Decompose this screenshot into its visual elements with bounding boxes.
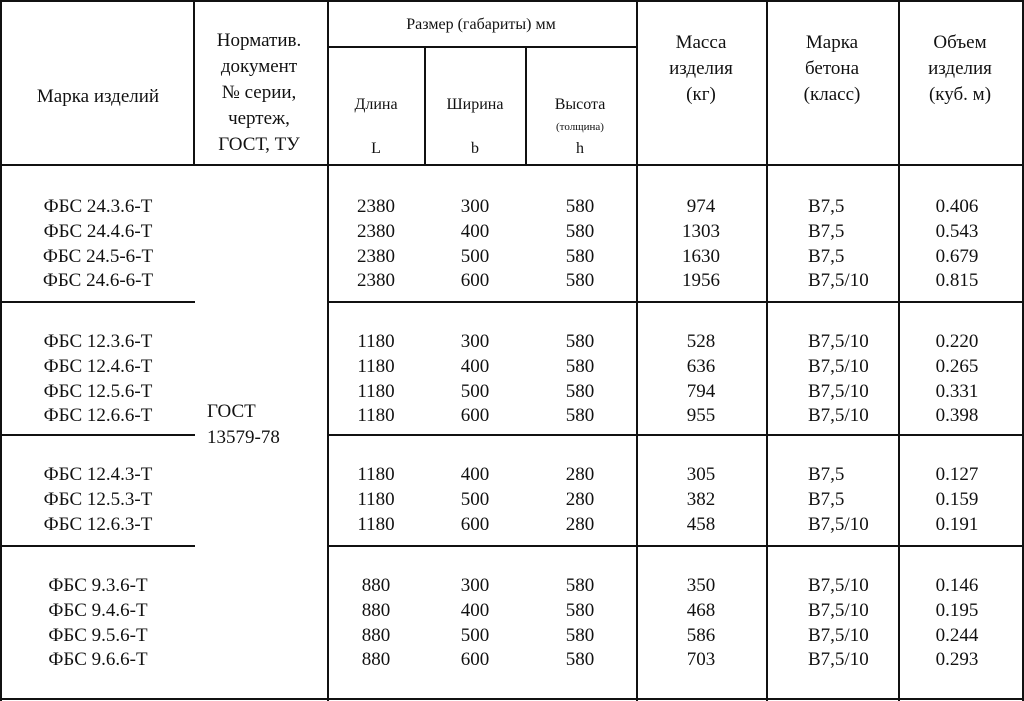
grid-line — [193, 0, 195, 165]
cell-mass: 350 — [686, 575, 716, 596]
cell-height: 580 — [565, 405, 595, 427]
cell-length: 1180 — [357, 513, 395, 535]
grid-line — [636, 0, 638, 701]
cell-height: 580 — [565, 355, 595, 377]
header-volume-1: Объем — [933, 32, 987, 53]
cell-concrete-grade: В7,5/10 — [808, 380, 869, 402]
standard-gost-2: 13579-78 — [207, 427, 280, 448]
cell-volume: 0.815 — [935, 270, 979, 292]
cell-width: 500 — [460, 380, 490, 402]
header-height-symbol: h — [576, 140, 584, 157]
cell-product-name: ФБС 12.6.6-Т — [43, 405, 153, 427]
cell-length: 1180 — [357, 355, 395, 377]
cell-mass: 1303 — [682, 220, 720, 242]
cell-width: 600 — [460, 405, 490, 427]
cell-concrete-grade: В7,5/10 — [808, 649, 869, 671]
header-width-symbol: b — [471, 140, 479, 157]
cell-length: 1180 — [357, 488, 395, 510]
cell-width: 300 — [460, 196, 490, 217]
header-width: Ширина — [446, 96, 504, 113]
cell-concrete-grade: В7,5 — [808, 245, 845, 267]
grid-line — [766, 0, 768, 701]
cell-volume: 0.220 — [935, 331, 979, 352]
cell-width: 500 — [460, 488, 490, 510]
cell-volume: 0.146 — [935, 575, 979, 596]
cell-concrete-grade: В7,5/10 — [808, 575, 869, 596]
header-length: Длина — [354, 96, 398, 113]
header-normativ-5: ГОСТ, ТУ — [218, 134, 300, 155]
cell-height: 580 — [565, 196, 595, 217]
cell-height: 580 — [565, 380, 595, 402]
cell-volume: 0.265 — [935, 355, 979, 377]
cell-height: 580 — [565, 575, 595, 596]
cell-length: 880 — [361, 649, 391, 671]
cell-length: 1180 — [357, 331, 395, 352]
cell-volume: 0.244 — [935, 624, 979, 646]
cell-height: 580 — [565, 649, 595, 671]
cell-length: 880 — [361, 624, 391, 646]
cell-length: 1180 — [357, 380, 395, 402]
cell-mass: 974 — [686, 196, 716, 217]
cell-length: 2380 — [357, 196, 395, 217]
header-length-symbol: L — [371, 140, 381, 157]
grid-line — [525, 47, 527, 165]
grid-line — [327, 434, 1024, 436]
cell-mass: 1956 — [682, 270, 720, 292]
header-height-note: (толщина) — [556, 121, 604, 133]
header-normativ-1: Норматив. — [216, 30, 302, 51]
grid-line — [327, 545, 1024, 547]
cell-width: 500 — [460, 245, 490, 267]
cell-product-name: ФБС 24.5-6-Т — [42, 245, 154, 267]
header-concrete-3: (класс) — [803, 84, 861, 105]
cell-width: 400 — [460, 599, 490, 621]
cell-product-name: ФБС 9.6.6-Т — [48, 649, 148, 671]
grid-line — [0, 434, 195, 436]
cell-concrete-grade: В7,5 — [808, 488, 845, 510]
cell-height: 280 — [565, 513, 595, 535]
cell-mass: 1630 — [682, 245, 720, 267]
grid-line — [424, 47, 426, 165]
header-mass-2: изделия — [669, 58, 733, 79]
cell-mass: 955 — [686, 405, 716, 427]
cell-width: 400 — [460, 355, 490, 377]
cell-mass: 794 — [686, 380, 716, 402]
cell-concrete-grade: В7,5/10 — [808, 599, 869, 621]
grid-line — [0, 698, 1024, 700]
cell-mass: 528 — [686, 331, 716, 352]
header-size-group: Размер (габариты) мм — [406, 16, 556, 33]
grid-line — [0, 164, 1024, 166]
header-mass-1: Масса — [675, 32, 727, 53]
cell-width: 300 — [460, 331, 490, 352]
cell-product-name: ФБС 9.5.6-Т — [48, 624, 148, 646]
cell-concrete-grade: В7,5/10 — [808, 513, 869, 535]
cell-width: 600 — [460, 649, 490, 671]
cell-product-name: ФБС 9.3.6-Т — [48, 575, 148, 596]
cell-concrete-grade: В7,5 — [808, 464, 845, 485]
cell-concrete-grade: В7,5 — [808, 196, 845, 217]
cell-volume: 0.331 — [935, 380, 979, 402]
cell-concrete-grade: В7,5/10 — [808, 270, 869, 292]
header-normativ-3: № серии, — [221, 82, 297, 103]
header-normativ-4: чертеж, — [228, 108, 290, 129]
header-concrete-1: Марка — [805, 32, 859, 53]
grid-line — [0, 301, 195, 303]
cell-height: 580 — [565, 245, 595, 267]
cell-width: 400 — [460, 220, 490, 242]
cell-length: 2380 — [357, 270, 395, 292]
cell-volume: 0.191 — [935, 513, 979, 535]
cell-mass: 586 — [686, 624, 716, 646]
cell-volume: 0.543 — [935, 220, 979, 242]
cell-length: 1180 — [357, 405, 395, 427]
header-volume-3: (куб. м) — [928, 84, 992, 105]
cell-volume: 0.679 — [935, 245, 979, 267]
cell-mass: 382 — [686, 488, 716, 510]
header-height: Высота — [554, 96, 606, 113]
grid-line — [327, 301, 1024, 303]
cell-mass: 468 — [686, 599, 716, 621]
header-mass-3: (кг) — [686, 84, 716, 105]
cell-concrete-grade: В7,5/10 — [808, 331, 869, 352]
cell-product-name: ФБС 12.4.3-Т — [43, 464, 153, 485]
grid-line — [898, 0, 900, 701]
header-concrete-2: бетона — [804, 58, 860, 79]
grid-line — [327, 0, 329, 701]
cell-height: 580 — [565, 331, 595, 352]
header-normativ-2: документ — [220, 56, 298, 77]
cell-volume: 0.293 — [935, 649, 979, 671]
cell-length: 1180 — [357, 464, 395, 485]
cell-product-name: ФБС 24.4.6-Т — [43, 220, 153, 242]
cell-product-name: ФБС 12.5.6-Т — [43, 380, 153, 402]
cell-length: 880 — [361, 599, 391, 621]
cell-product-name: ФБС 24.6-6-Т — [42, 270, 154, 292]
cell-concrete-grade: В7,5/10 — [808, 355, 869, 377]
cell-product-name: ФБС 12.4.6-Т — [43, 355, 153, 377]
cell-height: 580 — [565, 270, 595, 292]
cell-width: 600 — [460, 270, 490, 292]
header-marka: Марка изделий — [36, 86, 160, 107]
cell-product-name: ФБС 12.5.3-Т — [43, 488, 153, 510]
cell-mass: 305 — [686, 464, 716, 485]
cell-length: 2380 — [357, 220, 395, 242]
cell-concrete-grade: В7,5/10 — [808, 405, 869, 427]
cell-volume: 0.195 — [935, 599, 979, 621]
cell-product-name: ФБС 12.6.3-Т — [43, 513, 153, 535]
grid-line — [0, 545, 195, 547]
cell-product-name: ФБС 9.4.6-Т — [48, 599, 148, 621]
grid-line — [0, 0, 2, 701]
cell-mass: 458 — [686, 513, 716, 535]
cell-height: 580 — [565, 624, 595, 646]
cell-volume: 0.127 — [935, 464, 979, 485]
cell-length: 880 — [361, 575, 391, 596]
cell-concrete-grade: В7,5 — [808, 220, 845, 242]
cell-mass: 703 — [686, 649, 716, 671]
grid-line — [0, 0, 1024, 2]
cell-product-name: ФБС 12.3.6-Т — [43, 331, 153, 352]
cell-height: 280 — [565, 488, 595, 510]
cell-mass: 636 — [686, 355, 716, 377]
cell-length: 2380 — [357, 245, 395, 267]
grid-line — [327, 46, 638, 48]
cell-width: 300 — [460, 575, 490, 596]
cell-volume: 0.159 — [935, 488, 979, 510]
cell-volume: 0.406 — [935, 196, 979, 217]
cell-volume: 0.398 — [935, 405, 979, 427]
cell-product-name: ФБС 24.3.6-Т — [43, 196, 153, 217]
cell-concrete-grade: В7,5/10 — [808, 624, 869, 646]
cell-height: 280 — [565, 464, 595, 485]
cell-width: 600 — [460, 513, 490, 535]
standard-gost-1: ГОСТ — [207, 401, 256, 422]
cell-width: 400 — [460, 464, 490, 485]
cell-height: 580 — [565, 599, 595, 621]
cell-height: 580 — [565, 220, 595, 242]
cell-width: 500 — [460, 624, 490, 646]
header-volume-2: изделия — [928, 58, 992, 79]
